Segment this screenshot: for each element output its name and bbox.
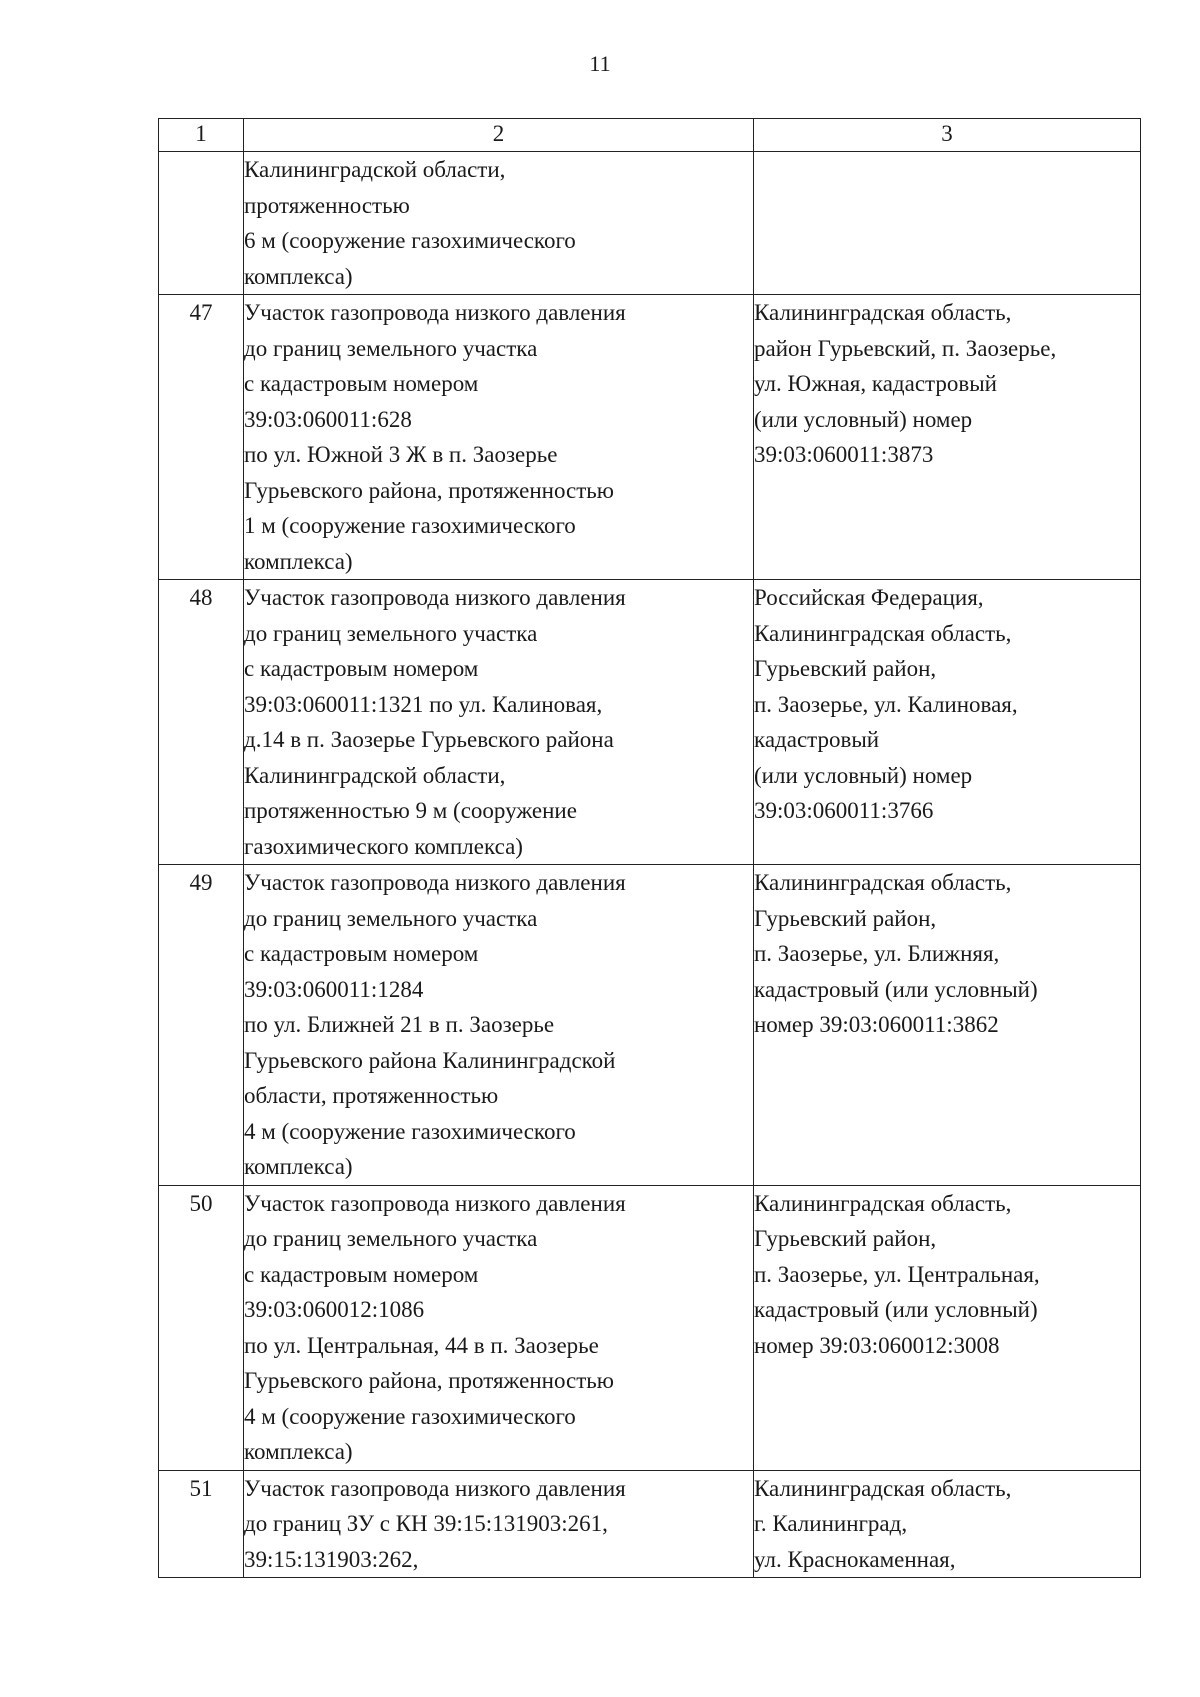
row-number: [159, 152, 244, 295]
description-line: протяженностью: [244, 192, 410, 218]
address-line: Гурьевский район,: [754, 905, 937, 931]
address-line: 39:03:060011:3766: [754, 798, 934, 823]
description-line: до границ земельного участка: [244, 1226, 538, 1251]
row-number: 47: [159, 295, 244, 580]
table-row: [159, 580, 1141, 865]
address-line: (или условный) номер: [754, 762, 973, 788]
description-line: Участок газопровода низкого давления: [244, 870, 626, 895]
description-line: Гурьевского района, протяженностью: [244, 1368, 614, 1393]
object-address: [754, 152, 1141, 295]
address-line: (или условный) номер: [754, 406, 973, 432]
address-line: Калининградская область,: [754, 870, 1012, 895]
row-number: 49: [159, 865, 244, 1186]
address-line: Калининградская область,: [754, 1190, 1012, 1216]
address-line: 39:03:060011:3873: [754, 442, 934, 467]
description-line: 1 м (сооружение газохимического: [244, 513, 576, 538]
address-line: кадастровый (или условный): [754, 1297, 1038, 1322]
description-line: 39:03:060011:1321 по ул. Калиновая,: [244, 691, 603, 717]
description-line: 39:03:060012:1086: [244, 1297, 425, 1322]
object-description: [244, 865, 754, 1186]
table-row: [159, 1470, 1141, 1578]
description-line: Участок газопровода низкого давления: [244, 1190, 626, 1216]
column-header-2: 2: [244, 119, 754, 152]
description-line: с кадастровым номером: [244, 656, 479, 681]
description-line: газохимического комплекса): [244, 833, 523, 859]
address-line: Калининградская область,: [754, 300, 1012, 325]
row-number: 50: [159, 1185, 244, 1470]
table-row: [159, 1185, 1141, 1470]
description-line: до границ ЗУ с КН 39:15:131903:261,: [244, 1511, 608, 1536]
description-line: Участок газопровода низкого давления: [244, 1475, 626, 1501]
address-line: кадастровый (или условный): [754, 976, 1038, 1002]
row-number: 48: [159, 580, 244, 865]
table-row: [159, 865, 1141, 1186]
object-address: [754, 295, 1141, 580]
description-line: 39:15:131903:262,: [244, 1546, 419, 1572]
description-line: до границ земельного участка: [244, 905, 538, 931]
column-header-1: 1: [159, 119, 244, 152]
description-line: области, протяженностью: [244, 1083, 499, 1108]
column-header-3: 3: [754, 119, 1141, 152]
address-line: Гурьевский район,: [754, 1226, 937, 1251]
description-line: 4 м (сооружение газохимического: [244, 1118, 576, 1144]
description-line: комплекса): [244, 548, 353, 574]
description-line: с кадастровым номером: [244, 1261, 479, 1287]
row-number: 51: [159, 1470, 244, 1578]
description-line: 39:03:060011:628: [244, 406, 412, 432]
object-description: [244, 580, 754, 865]
description-line: комплекса): [244, 1154, 353, 1179]
table-row: [159, 152, 1141, 295]
address-line: п. Заозерье, ул. Центральная,: [754, 1261, 1040, 1287]
address-line: Калининградская область,: [754, 1475, 1012, 1501]
address-line: район Гурьевский, п. Заозерье,: [754, 335, 1057, 361]
address-line: Калининградская область,: [754, 620, 1012, 646]
description-line: д.14 в п. Заозерье Гурьевского района: [244, 727, 614, 752]
description-line: Участок газопровода низкого давления: [244, 300, 626, 325]
description-line: по ул. Ближней 21 в п. Заозерье: [244, 1012, 555, 1037]
object-description: [244, 1185, 754, 1470]
description-line: Участок газопровода низкого давления: [244, 585, 626, 610]
object-description: [244, 1470, 754, 1578]
description-line: до границ земельного участка: [244, 620, 538, 646]
description-line: Гурьевского района Калининградской: [244, 1047, 616, 1073]
description-line: 4 м (сооружение газохимического: [244, 1403, 576, 1429]
description-line: Калининградской области,: [244, 157, 506, 182]
object-address: [754, 1185, 1141, 1470]
address-line: п. Заозерье, ул. Ближняя,: [754, 941, 1000, 966]
page-number: 11: [589, 51, 611, 76]
description-line: комплекса): [244, 1439, 353, 1464]
address-line: г. Калининград,: [754, 1511, 908, 1536]
object-description: [244, 295, 754, 580]
address-line: ул. Южная, кадастровый: [754, 371, 997, 396]
address-line: Российская Федерация,: [754, 585, 984, 610]
description-line: с кадастровым номером: [244, 371, 479, 396]
address-line: п. Заозерье, ул. Калиновая,: [754, 691, 1018, 717]
object-description: [244, 152, 754, 295]
table-header-row: [159, 119, 1141, 152]
description-line: комплекса): [244, 263, 353, 289]
object-address: [754, 865, 1141, 1186]
address-line: кадастровый: [754, 727, 880, 752]
description-line: по ул. Южной 3 Ж в п. Заозерье: [244, 442, 558, 467]
address-line: Гурьевский район,: [754, 656, 937, 681]
description-line: до границ земельного участка: [244, 335, 538, 361]
object-address: [754, 580, 1141, 865]
table-row: [159, 295, 1141, 580]
address-line: ул. Краснокаменная,: [754, 1546, 956, 1572]
description-line: Калининградской области,: [244, 762, 506, 788]
description-line: 39:03:060011:1284: [244, 976, 424, 1002]
description-line: Гурьевского района, протяженностью: [244, 477, 614, 503]
description-line: с кадастровым номером: [244, 941, 479, 966]
description-line: протяженностью 9 м (сооружение: [244, 798, 577, 823]
address-line: номер 39:03:060012:3008: [754, 1332, 1000, 1358]
description-line: по ул. Центральная, 44 в п. Заозерье: [244, 1332, 599, 1358]
object-address: [754, 1470, 1141, 1578]
registry-table: [158, 118, 1141, 1578]
description-line: 6 м (сооружение газохимического: [244, 228, 576, 253]
address-line: номер 39:03:060011:3862: [754, 1012, 999, 1037]
